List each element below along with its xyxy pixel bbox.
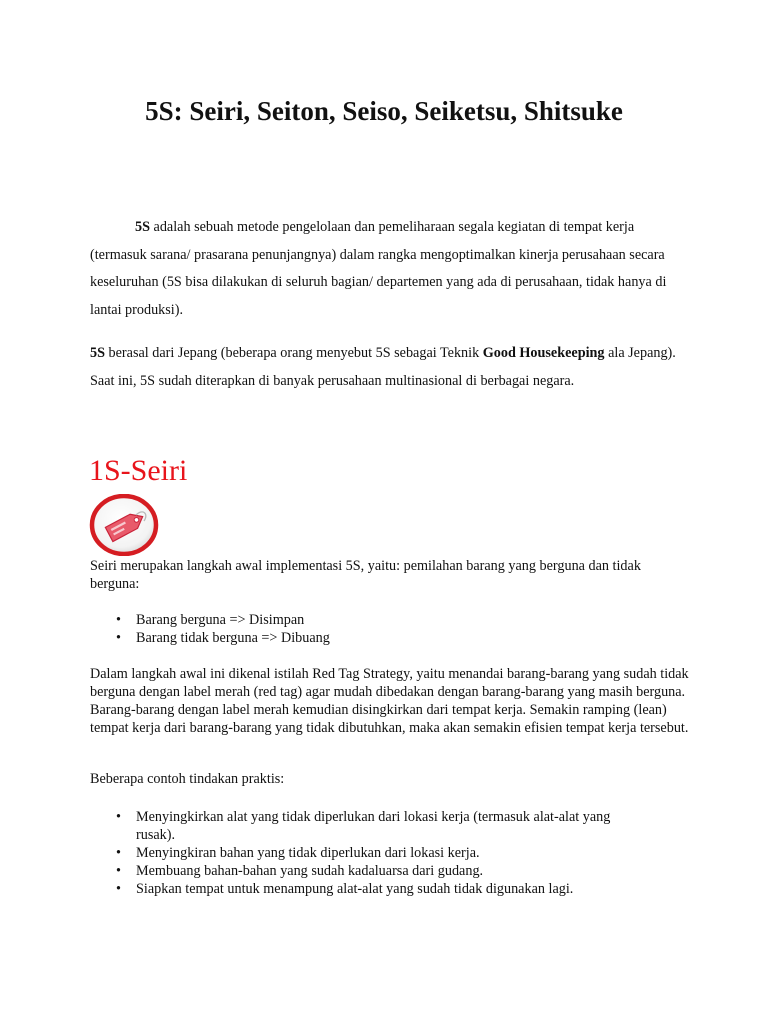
seiri-description: Seiri merupakan langkah awal implementasi 5S, yaitu: pemilahan barang yang berguna dan tidak berguna: — [90, 558, 641, 592]
origin-bold-lead: 5S — [90, 345, 105, 361]
red-tag-icon — [89, 494, 159, 556]
page-title: 5S: Seiri, Seiton, Seiso, Seiketsu, Shitsuke — [145, 96, 623, 126]
intro-paragraph — [90, 214, 690, 324]
classification-list — [90, 611, 650, 647]
red-tag-paragraph: Dalam langkah awal ini dikenal istilah Red Tag Strategy, yaitu menandai barang-barang yang sudah tidak berguna dengan label merah (red tag) agar mudah dibedakan dengan barang-barang yang masih berguna. Barang-barang dengan label merah kemudian disingkirkan dari tempat kerja. Semakin ramping (lean) tempat kerja dari barang-barang yang tidak dibutuhkan, maka akan semakin efisien tempat kerja tersebut. — [90, 666, 689, 736]
list-item: • Barang tidak berguna => Dibuang — [90, 629, 650, 647]
list-item: • Membuang bahan-bahan yang sudah kadaluarsa dari gudang. — [90, 862, 650, 880]
examples-list — [90, 808, 650, 898]
list-item: • Menyingkirkan alat yang tidak diperlukan dari lokasi kerja (termasuk alat-alat yang rusak). — [90, 808, 650, 844]
origin-text-a: berasal dari Jepang (beberapa orang menyebut 5S sebagai Teknik — [104, 345, 483, 361]
origin-paragraph — [90, 340, 690, 395]
origin-text-b: ala Jepang). Saat ini, 5S sudah diterapkan di banyak perusahaan multinasional di berbagai negara. — [90, 345, 676, 389]
section-heading-seiri: 1S-Seiri — [89, 454, 188, 487]
list-item: • Barang berguna => Disimpan — [90, 611, 650, 629]
list-item: • Siapkan tempat untuk menampung alat-alat yang sudah tidak digunakan lagi. — [90, 880, 650, 898]
intro-bold-lead: 5S — [135, 219, 150, 235]
list-item: • Menyingkiran bahan yang tidak diperlukan dari lokasi kerja. — [90, 844, 650, 862]
intro-text: adalah sebuah metode pengelolaan dan pemeliharaan segala kegiatan di tempat kerja (termasuk sarana/ prasarana penunjangnya) dalam rangka mengoptimalkan kinerja perusahaan secara keseluruhan (5S bisa dilakukan di seluruh bagian/ departemen yang ada di perusahaan, tidak hanya di lantai produksi). — [90, 219, 667, 318]
examples-intro: Beberapa contoh tindakan praktis: — [90, 771, 285, 787]
origin-bold-term: Good Housekeeping — [482, 345, 605, 361]
